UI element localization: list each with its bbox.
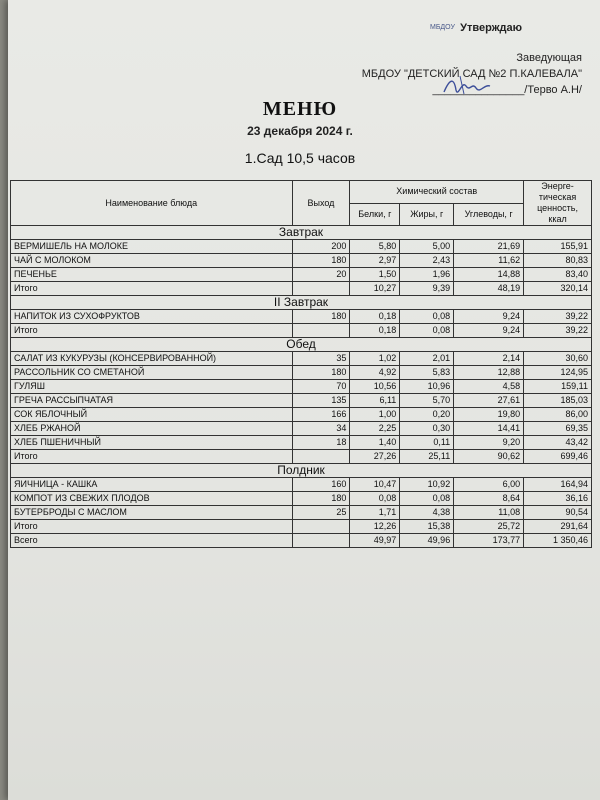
dish-energy: 39,22 <box>524 310 592 324</box>
dish-name: ВЕРМИШЕЛЬ НА МОЛОКЕ <box>11 240 293 254</box>
approval-signature-line: _______________/Терво А.Н/ <box>432 84 582 96</box>
dish-carbs: 19,80 <box>454 408 524 422</box>
meal-heading-row <box>11 338 592 352</box>
grand-total-carbs: 173,77 <box>454 534 524 548</box>
table-row <box>11 254 592 268</box>
dish-carbs: 21,69 <box>454 240 524 254</box>
grand-total-proteins: 49,97 <box>350 534 400 548</box>
header-chem: Химический состав <box>350 181 524 204</box>
table-row <box>11 394 592 408</box>
dish-yield: 180 <box>292 254 350 268</box>
subtotal-name: Итого <box>11 450 293 464</box>
meal-heading-row <box>11 226 592 240</box>
dish-carbs: 11,62 <box>454 254 524 268</box>
subtotal-proteins: 0,18 <box>350 324 400 338</box>
header-proteins: Белки, г <box>350 203 400 226</box>
subtotal-proteins: 10,27 <box>350 282 400 296</box>
dish-name: РАССОЛЬНИК СО СМЕТАНОЙ <box>11 366 293 380</box>
subtotal-name: Итого <box>11 282 293 296</box>
dish-proteins: 1,40 <box>350 436 400 450</box>
dish-proteins: 0,08 <box>350 492 400 506</box>
subtotal-carbs: 9,24 <box>454 324 524 338</box>
dish-carbs: 4,58 <box>454 380 524 394</box>
dish-name: САЛАТ ИЗ КУКУРУЗЫ (КОНСЕРВИРОВАННОЙ) <box>11 352 293 366</box>
subtotal-carbs: 48,19 <box>454 282 524 296</box>
dish-fats: 2,43 <box>400 254 454 268</box>
dish-carbs: 6,00 <box>454 478 524 492</box>
dish-yield: 35 <box>292 352 350 366</box>
dish-proteins: 2,25 <box>350 422 400 436</box>
dish-proteins: 10,47 <box>350 478 400 492</box>
dish-proteins: 1,02 <box>350 352 400 366</box>
table-row <box>11 492 592 506</box>
dish-name: ЯИЧНИЦА - КАШКА <box>11 478 293 492</box>
grand-total-fats: 49,96 <box>400 534 454 548</box>
table-row <box>11 408 592 422</box>
subtotal-proteins: 12,26 <box>350 520 400 534</box>
dish-energy: 43,42 <box>524 436 592 450</box>
dish-energy: 69,35 <box>524 422 592 436</box>
table-row <box>11 352 592 366</box>
dish-energy: 90,54 <box>524 506 592 520</box>
dish-fats: 2,01 <box>400 352 454 366</box>
subtotal-name: Итого <box>11 324 293 338</box>
meal-heading: Полдник <box>11 464 592 478</box>
dish-energy: 155,91 <box>524 240 592 254</box>
subtotal-energy: 699,46 <box>524 450 592 464</box>
dish-fats: 0,30 <box>400 422 454 436</box>
dish-energy: 36,16 <box>524 492 592 506</box>
dish-fats: 5,70 <box>400 394 454 408</box>
dish-carbs: 11,08 <box>454 506 524 520</box>
dish-yield: 160 <box>292 478 350 492</box>
grand-total-yield <box>292 534 350 548</box>
table-row <box>11 478 592 492</box>
approval-role: Заведующая <box>516 52 582 64</box>
signature-icon <box>440 72 500 100</box>
subtotal-yield <box>292 450 350 464</box>
header-name: Наименование блюда <box>11 181 293 226</box>
dish-yield: 135 <box>292 394 350 408</box>
dish-fats: 0,20 <box>400 408 454 422</box>
dish-yield: 180 <box>292 310 350 324</box>
dish-carbs: 9,24 <box>454 310 524 324</box>
dish-name: ЧАЙ С МОЛОКОМ <box>11 254 293 268</box>
subtotal-fats: 9,39 <box>400 282 454 296</box>
dish-name: СОК ЯБЛОЧНЫЙ <box>11 408 293 422</box>
dish-proteins: 1,71 <box>350 506 400 520</box>
subtotal-yield <box>292 324 350 338</box>
table-row <box>11 436 592 450</box>
dish-energy: 83,40 <box>524 268 592 282</box>
dish-yield: 25 <box>292 506 350 520</box>
group-heading: 1.Сад 10,5 часов <box>244 150 356 166</box>
table-row <box>11 422 592 436</box>
subtotal-fats: 25,11 <box>400 450 454 464</box>
meal-heading-row <box>11 296 592 310</box>
subtotal-row <box>11 520 592 534</box>
meal-heading-row <box>11 464 592 478</box>
dish-carbs: 14,41 <box>454 422 524 436</box>
dish-yield: 166 <box>292 408 350 422</box>
dish-proteins: 1,00 <box>350 408 400 422</box>
grand-total-energy: 1 350,46 <box>524 534 592 548</box>
table-row <box>11 310 592 324</box>
table-row <box>11 366 592 380</box>
dish-energy: 86,00 <box>524 408 592 422</box>
dish-proteins: 2,97 <box>350 254 400 268</box>
grand-total-row <box>11 534 592 548</box>
table-row <box>11 380 592 394</box>
header-yield: Выход <box>292 181 350 226</box>
subtotal-energy: 291,64 <box>524 520 592 534</box>
dish-fats: 0,08 <box>400 310 454 324</box>
header-carbs: Углеводы, г <box>454 203 524 226</box>
dish-proteins: 6,11 <box>350 394 400 408</box>
dish-yield: 20 <box>292 268 350 282</box>
dish-carbs: 9,20 <box>454 436 524 450</box>
menu-table <box>10 180 592 548</box>
subtotal-carbs: 90,62 <box>454 450 524 464</box>
dish-proteins: 4,92 <box>350 366 400 380</box>
dish-fats: 5,00 <box>400 240 454 254</box>
table-row <box>11 506 592 520</box>
dish-carbs: 8,64 <box>454 492 524 506</box>
dish-yield: 34 <box>292 422 350 436</box>
subtotal-fats: 0,08 <box>400 324 454 338</box>
dish-proteins: 1,50 <box>350 268 400 282</box>
dish-energy: 185,03 <box>524 394 592 408</box>
dish-fats: 0,08 <box>400 492 454 506</box>
dish-name: НАПИТОК ИЗ СУХОФРУКТОВ <box>11 310 293 324</box>
dish-fats: 0,11 <box>400 436 454 450</box>
dish-name: ПЕЧЕНЬЕ <box>11 268 293 282</box>
dish-proteins: 5,80 <box>350 240 400 254</box>
dish-fats: 1,96 <box>400 268 454 282</box>
page-title: МЕНЮ <box>262 98 338 120</box>
table-row <box>11 268 592 282</box>
dish-name: БУТЕРБРОДЫ С МАСЛОМ <box>11 506 293 520</box>
dish-carbs: 2,14 <box>454 352 524 366</box>
meal-heading: II Завтрак <box>11 296 592 310</box>
dish-carbs: 27,61 <box>454 394 524 408</box>
grand-total-name: Всего <box>11 534 293 548</box>
dish-yield: 200 <box>292 240 350 254</box>
dish-carbs: 14,88 <box>454 268 524 282</box>
dish-proteins: 0,18 <box>350 310 400 324</box>
dish-yield: 180 <box>292 366 350 380</box>
dish-name: ХЛЕБ РЖАНОЙ <box>11 422 293 436</box>
dish-fats: 10,92 <box>400 478 454 492</box>
dish-name: ХЛЕБ ПШЕНИЧНЫЙ <box>11 436 293 450</box>
dish-yield: 180 <box>292 492 350 506</box>
header-energy: Энерге-тическая ценность, ккал <box>524 181 592 226</box>
dish-name: ГРЕЧА РАССЫПЧАТАЯ <box>11 394 293 408</box>
dish-carbs: 12,88 <box>454 366 524 380</box>
meal-heading: Завтрак <box>11 226 592 240</box>
subtotal-row <box>11 450 592 464</box>
dish-energy: 80,83 <box>524 254 592 268</box>
dish-energy: 164,94 <box>524 478 592 492</box>
subtotal-row <box>11 324 592 338</box>
subtotal-energy: 320,14 <box>524 282 592 296</box>
dish-energy: 159,11 <box>524 380 592 394</box>
subtotal-fats: 15,38 <box>400 520 454 534</box>
dish-energy: 124,95 <box>524 366 592 380</box>
dish-name: КОМПОТ ИЗ СВЕЖИХ ПЛОДОВ <box>11 492 293 506</box>
subtotal-carbs: 25,72 <box>454 520 524 534</box>
dish-proteins: 10,56 <box>350 380 400 394</box>
dish-energy: 30,60 <box>524 352 592 366</box>
subtotal-proteins: 27,26 <box>350 450 400 464</box>
menu-date: 23 декабря 2024 г. <box>247 124 353 138</box>
meal-heading: Обед <box>11 338 592 352</box>
dish-yield: 70 <box>292 380 350 394</box>
table-row <box>11 240 592 254</box>
subtotal-row <box>11 282 592 296</box>
subtotal-yield <box>292 520 350 534</box>
dish-yield: 18 <box>292 436 350 450</box>
dish-fats: 4,38 <box>400 506 454 520</box>
header-fats: Жиры, г <box>400 203 454 226</box>
stamp-mark: МБДОУ <box>430 24 455 31</box>
dish-fats: 10,96 <box>400 380 454 394</box>
subtotal-energy: 39,22 <box>524 324 592 338</box>
approval-org: МБДОУ "ДЕТСКИЙ САД №2 П.КАЛЕВАЛА" <box>361 68 582 80</box>
approval-title: Утверждаю <box>460 22 522 34</box>
subtotal-name: Итого <box>11 520 293 534</box>
dish-name: ГУЛЯШ <box>11 380 293 394</box>
dish-fats: 5,83 <box>400 366 454 380</box>
subtotal-yield <box>292 282 350 296</box>
